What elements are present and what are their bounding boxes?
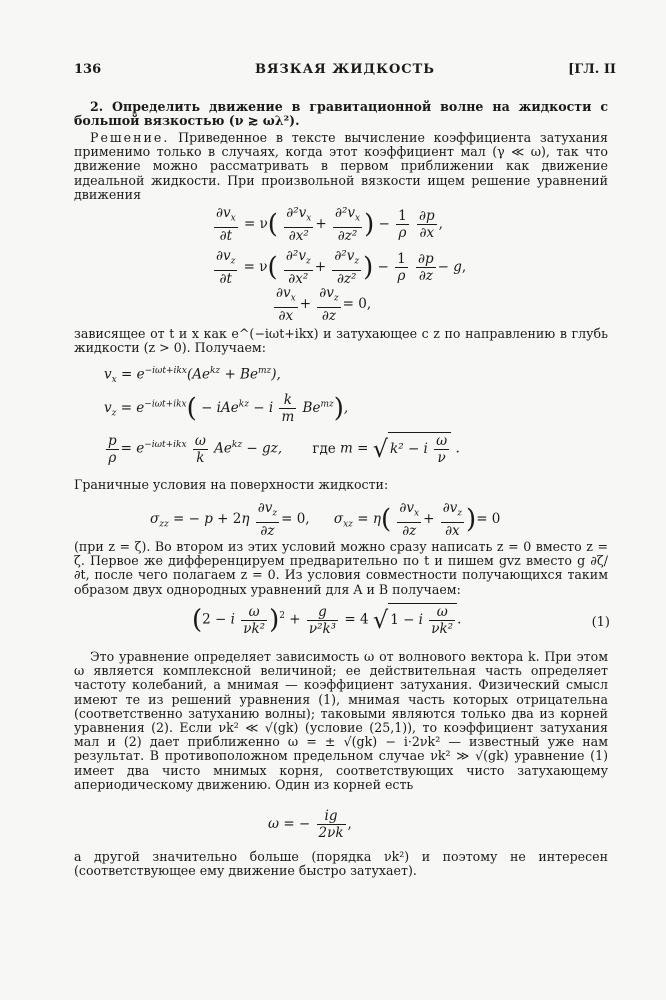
solution-text: Приведенное в тексте вычисление коэффициента затухания применимо только в случаях, когда этот коэффициент мал (γ ≪ ω), так что движение можно рассматривать в первом приближении как движение идеальной жидкости. При произвольной вязкости ищем решение уравнений движения xyxy=(74,130,608,202)
imaginary-root: ω = − $\frac{ig}{2\nu k}$ , xyxy=(268,808,352,841)
boundary-conditions: $\sigma_{zz}$ = − p + 2η $\frac{\partial v_z}{\partial z}$ = 0, $\sigma_{xz} = \eta$( $\frac{\partial v_x}{\partial z}$ + $\frac{\partial v_z}{\partial x}$ )= 0 xyxy=(150,500,501,539)
solution-paragraph xyxy=(74,131,608,202)
solution-label: Решение. xyxy=(90,130,170,145)
page-number: 136 xyxy=(74,62,102,77)
equation-number: (1) xyxy=(591,615,610,630)
paragraph-conditions: (при z = ζ). Во втором из этих условий можно сразу написать z = 0 вместо z = ζ. Первое же дифференцируем предварительно по t и пишем gvz вместо g ∂ζ/∂t, после чего полагаем z = 0. Из условия совместности получающихся таким образом двух однородных уравнений для A и B получаем: xyxy=(74,539,608,597)
dispersion-equation: (2 − i $\frac{\omega}{\text{νk²}}$ )$^2$ + $\frac{g}{\text{ν²k³}}$ = 4 √ 1 − i $\frac{\omega}{\text{νk²}}$ . xyxy=(192,603,462,637)
solution-pressure: $\frac{p}{\rho}$ = $e^{-i\omega t+ikx}$ $\frac{\omega}{k}$ $Ae^{kz}$ − gz, где m = √ k² − i $\frac{\omega}{\nu}$ . xyxy=(108,432,460,466)
chapter-marker: [ГЛ. II xyxy=(568,62,616,77)
paragraph-dependence: зависящее от t и x как e^(−iωt+ikx) и затухающее с z по направлению в глубь жидкости (z > 0). Получаем: xyxy=(74,326,608,356)
paragraph-boundary: Граничные условия на поверхности жидкости: xyxy=(74,477,389,492)
navier-stokes-z: $\frac{\partial v_z}{\partial t}$ = ν( $\frac{\partial^2v_z}{\text{∂x²}}$ + $\frac{\partial^2v_z}{\text{∂z²}}$ ) − $\frac{1}{\rho}$ $\frac{\partial p}{\partial z}$ − g, xyxy=(216,248,467,287)
running-header xyxy=(74,62,616,82)
problem-title: 2. Определить движение в гравитационной волне на жидкости с большой вязкостью (ν ≳ ωλ²). xyxy=(74,99,608,129)
running-title: ВЯЗКАЯ ЖИДКОСТЬ xyxy=(254,62,436,77)
solution-vz: $v_z = e^{-i\omega t+ikx}( - iAe^{kz} - i$ $\frac{k}{m}$ $Be^{mz}$), xyxy=(104,392,349,425)
solution-vx: $v_x = e^{-i\omega t+ikx}(Ae^{kz} + Be^{mz})$, xyxy=(104,366,281,386)
navier-stokes-x: $\frac{\partial v_x}{\partial t}$ = ν( $\frac{\partial^2v_x}{\text{∂x²}}$ + $\frac{\partial^2v_x}{\text{∂z²}}$ ) − $\frac{1}{\rho}$ $\frac{\partial p}{\partial x}$ , xyxy=(216,205,443,244)
problem-statement xyxy=(74,100,608,128)
paragraph-analysis: Это уравнение определяет зависимость ω от волнового вектора k. При этом ω является комплексной величиной; ее действительная часть определяет частоту колебаний, а мнимая — коэффициент затухания. Физический смысл имеют те из решений уравнения (1), мнимая часть которых отрицательна (соответственно затуханию волны); таковыми являются только два из корней уравнения (2). Если νk² ≪ √(gk) (условие (25,1)), то коэффициент затухания мал и (2) дает приближенно ω = ± √(gk) − i·2νk² — известный уже нам результат. В противоположном предельном случае νk² ≫ √(gk) уравнение (1) имеет два чисто мнимых корня, соответствующих чисто затухающему апериодическому движению. Один из корней есть xyxy=(74,649,608,792)
paragraph-final: а другой значительно больше (порядка νk²) и поэтому не интересен (соответствующее ему движение быстро затухает). xyxy=(74,849,608,879)
where-label: где xyxy=(312,440,336,457)
continuity-equation: $\frac{\partial v_x}{\partial x}$ + $\frac{\partial v_z}{\partial z}$ = 0, xyxy=(276,285,372,324)
